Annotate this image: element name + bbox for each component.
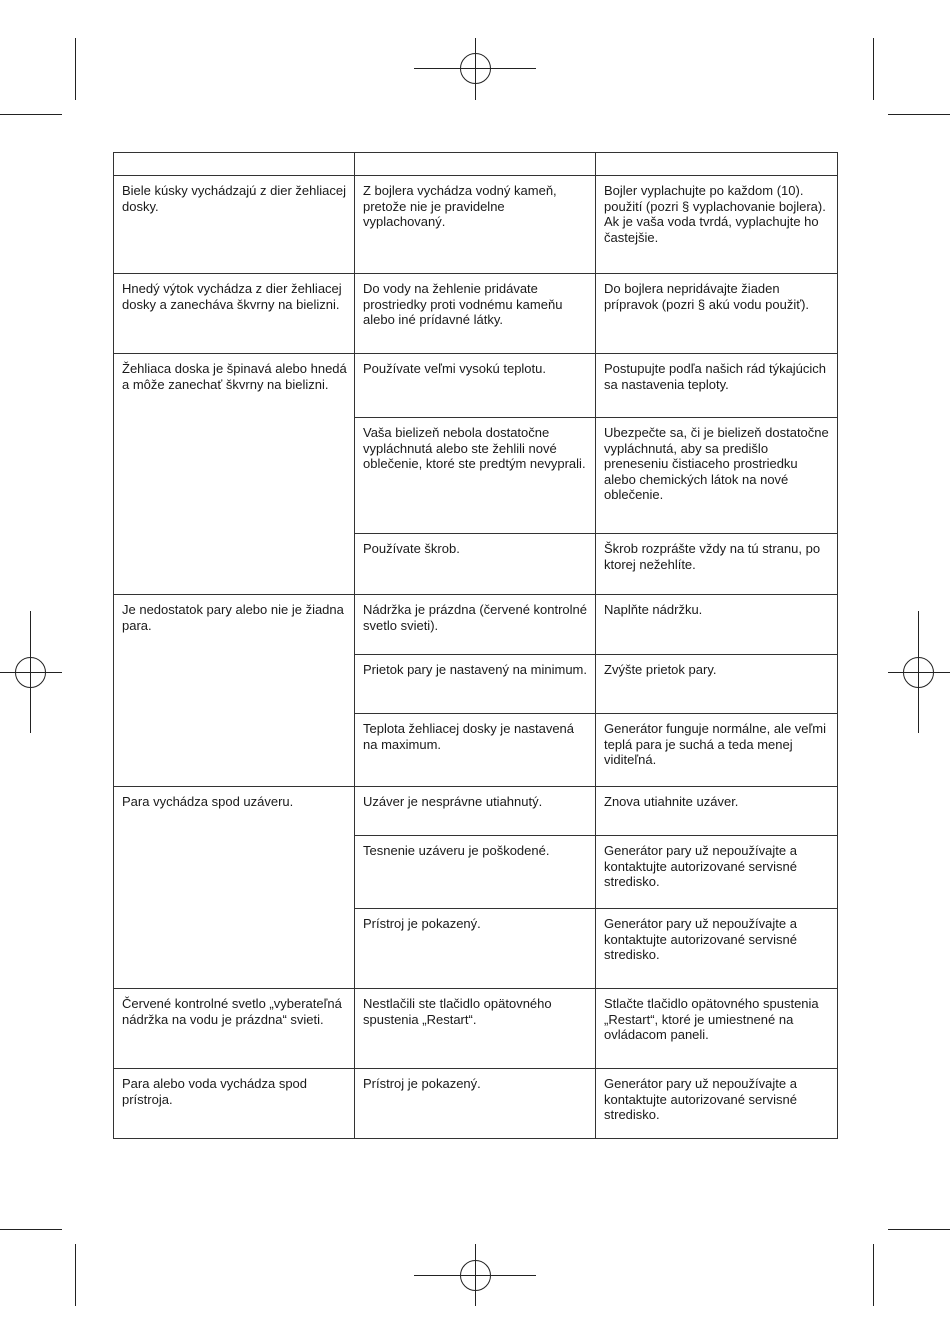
cause-cell: Používate veľmi vysokú teplotu. — [355, 354, 596, 418]
problem-cell: Hnedý výtok vychádza z dier žehliacej dosky a zanecháva škvrny na bielizni. — [114, 274, 355, 354]
table-row — [114, 274, 838, 354]
cause-cell: Prístroj je pokazený. — [355, 909, 596, 989]
registration-mark-circle — [460, 1260, 491, 1291]
crop-mark — [873, 38, 874, 100]
solution-cell: Generátor pary už nepoužívajte a kontaktujte autorizované servisné stredisko. — [596, 1069, 838, 1139]
crop-mark — [0, 114, 62, 115]
registration-mark-circle — [460, 53, 491, 84]
header-cell-problem — [114, 153, 355, 176]
table-row — [114, 595, 838, 655]
cause-cell: Teplota žehliacej dosky je nastavená na maximum. — [355, 714, 596, 787]
crop-mark — [75, 1244, 76, 1306]
cause-cell: Nestlačili ste tlačidlo opätovného spustenia „Restart“. — [355, 989, 596, 1069]
table-row — [114, 787, 838, 836]
solution-cell: Ubezpečte sa, či je bielizeň dostatočne vypláchnutá, aby sa predišlo preneseniu čistiaceho prostriedku alebo chemických látok na nové oblečenie. — [596, 418, 838, 534]
header-cell-cause — [355, 153, 596, 176]
cause-cell: Používate škrob. — [355, 534, 596, 595]
solution-cell: Do bojlera nepridávajte žiaden prípravok (pozri § akú vodu použiť). — [596, 274, 838, 354]
cause-cell: Prístroj je pokazený. — [355, 1069, 596, 1139]
solution-cell: Naplňte nádržku. — [596, 595, 838, 655]
problem-cell: Žehliaca doska je špinavá alebo hnedá a môže zanechať škvrny na bielizni. — [114, 354, 355, 595]
table-row — [114, 1069, 838, 1139]
table-header-row — [114, 153, 838, 176]
problem-cell: Je nedostatok pary alebo nie je žiadna para. — [114, 595, 355, 787]
solution-cell: Generátor pary už nepoužívajte a kontaktujte autorizované servisné stredisko. — [596, 836, 838, 909]
crop-mark — [75, 38, 76, 100]
cause-cell: Uzáver je nesprávne utiahnutý. — [355, 787, 596, 836]
solution-cell: Bojler vyplachujte po každom (10). použití (pozri § vyplachovanie bojlera). Ak je vaša voda tvrdá, vyplachujte ho častejšie. — [596, 176, 838, 274]
solution-cell: Postupujte podľa našich rád týkajúcich sa nastavenia teploty. — [596, 354, 838, 418]
solution-cell: Zvýšte prietok pary. — [596, 655, 838, 714]
registration-mark-circle — [903, 657, 934, 688]
header-cell-solution — [596, 153, 838, 176]
solution-cell: Znova utiahnite uzáver. — [596, 787, 838, 836]
crop-mark — [0, 1229, 62, 1230]
registration-mark-circle — [15, 657, 46, 688]
crop-mark — [873, 1244, 874, 1306]
cause-cell: Vaša bielizeň nebola dostatočne vypláchnutá alebo ste žehlili nové oblečenie, ktoré ste predtým nevyprali. — [355, 418, 596, 534]
problem-cell: Červené kontrolné svetlo „vyberateľná nádržka na vodu je prázdna“ svieti. — [114, 989, 355, 1069]
cause-cell: Z bojlera vychádza vodný kameň, pretože nie je pravidelne vyplachovaný. — [355, 176, 596, 274]
cause-cell: Nádržka je prázdna (červené kontrolné svetlo svieti). — [355, 595, 596, 655]
solution-cell: Generátor pary už nepoužívajte a kontaktujte autorizované servisné stredisko. — [596, 909, 838, 989]
problem-cell: Para alebo voda vychádza spod prístroja. — [114, 1069, 355, 1139]
crop-mark — [888, 114, 950, 115]
solution-cell: Generátor funguje normálne, ale veľmi teplá para je suchá a teda menej viditeľná. — [596, 714, 838, 787]
table-row — [114, 354, 838, 418]
table-row — [114, 176, 838, 274]
cause-cell: Do vody na žehlenie pridávate prostriedky proti vodnému kameňu alebo iné prídavné látky. — [355, 274, 596, 354]
table-row — [114, 989, 838, 1069]
troubleshooting-table — [113, 152, 838, 1139]
problem-cell: Para vychádza spod uzáveru. — [114, 787, 355, 989]
solution-cell: Škrob rozprášte vždy na tú stranu, po ktorej nežehlíte. — [596, 534, 838, 595]
crop-mark — [888, 1229, 950, 1230]
cause-cell: Prietok pary je nastavený na minimum. — [355, 655, 596, 714]
cause-cell: Tesnenie uzáveru je poškodené. — [355, 836, 596, 909]
solution-cell: Stlačte tlačidlo opätovného spustenia „Restart“, ktoré je umiestnené na ovládacom paneli. — [596, 989, 838, 1069]
problem-cell: Biele kúsky vychádzajú z dier žehliacej dosky. — [114, 176, 355, 274]
